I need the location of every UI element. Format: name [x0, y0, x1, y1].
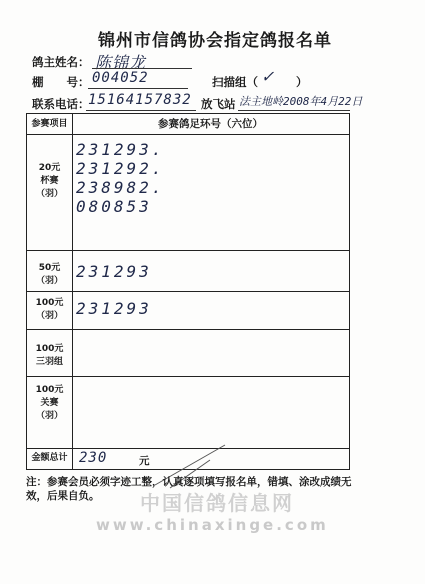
header-event-label: 参赛项目	[31, 119, 68, 129]
phone-underline	[86, 110, 196, 111]
ring-list-50	[76, 262, 152, 281]
ring-number: 231292.	[76, 159, 165, 178]
row-label-100: 100元 （羽）	[35, 298, 64, 321]
total-value: 230	[79, 450, 108, 466]
ring-number: 080853	[76, 197, 152, 216]
ring-number: 231293	[76, 262, 152, 281]
watermark-site-name: 中国信鸽信息网	[140, 491, 294, 515]
loft-label: 棚 号：	[32, 75, 90, 89]
ring-number: 238982.	[76, 178, 165, 197]
table-row-divider	[27, 291, 349, 292]
owner-value: 陈锦龙	[95, 53, 147, 72]
ring-list-100	[76, 299, 152, 318]
scan-check-mark: ✓	[262, 66, 274, 87]
scan-group-close: ）	[296, 75, 308, 89]
release-station-value: 法主地岭2008年4月22日	[239, 95, 363, 108]
release-station-label: 放飞站	[201, 97, 236, 111]
release-underline	[238, 110, 350, 111]
table-row-divider	[27, 329, 349, 330]
owner-underline	[92, 68, 192, 69]
total-label: 金额总计	[31, 453, 68, 463]
ring-number: 231293.	[76, 140, 165, 159]
phone-label: 联系电话：	[32, 97, 90, 111]
row-label-20-cup: 20元 杯赛 （羽）	[35, 163, 63, 199]
footnote: 注：参赛会员必须字迹工整，认真逐项填写报名单，错填、涂改成绩无效，后果自负。	[26, 476, 352, 502]
row-label-50: 50元 （羽）	[35, 263, 63, 286]
ring-list-20-cup	[76, 140, 164, 216]
total-unit: 元	[139, 455, 150, 467]
ring-number: 231293	[76, 299, 152, 318]
row-label-100-three-bird: 100元 三羽组	[35, 344, 64, 367]
row-label-100-final: 100元 关赛 （羽）	[35, 385, 64, 421]
header-ring-number-label: 参赛鸽足环号（六位）	[158, 118, 263, 130]
form-title: 锦州市信鸽协会指定鸽报名单	[98, 31, 332, 51]
table-row-divider	[27, 376, 349, 377]
loft-underline	[88, 88, 188, 89]
scan-group-label: 扫描组（	[212, 75, 258, 89]
watermark-url: www.chinaxinge.com	[96, 516, 329, 534]
owner-label: 鸽主姓名：	[32, 55, 90, 69]
table-row-divider	[27, 134, 349, 135]
phone-value: 15164157832	[88, 92, 192, 108]
table-row-divider	[27, 250, 349, 251]
loft-value: 004052	[92, 70, 149, 86]
entry-table	[26, 113, 350, 470]
